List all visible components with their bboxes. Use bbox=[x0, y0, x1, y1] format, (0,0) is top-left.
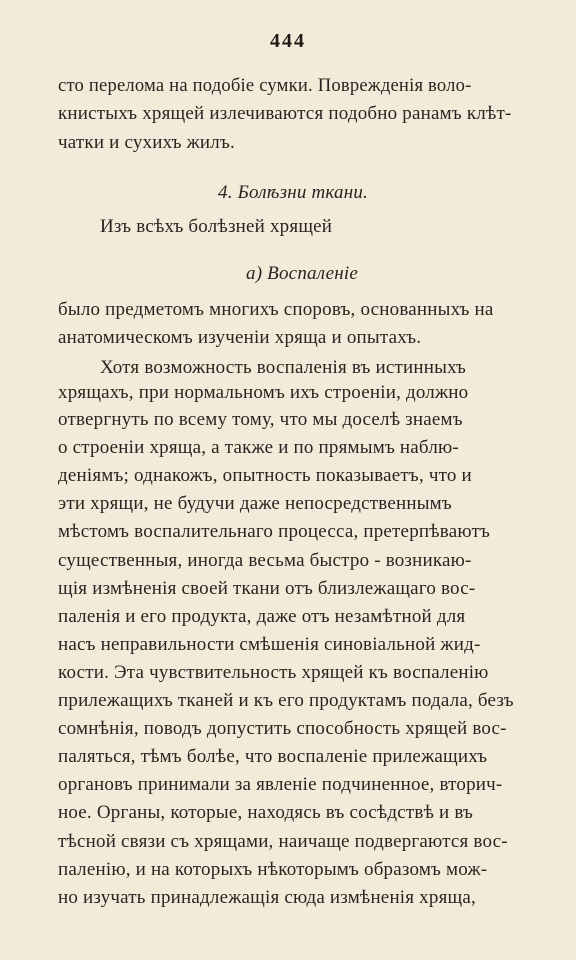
text-line: кости. Эта чувствительность хрящей къ воспаленію bbox=[58, 662, 489, 683]
subsection-heading: a) Воспаленіе bbox=[246, 263, 359, 284]
text-line: Хотя возможность воспаленія въ истинныхъ bbox=[100, 357, 467, 378]
text-line: но изучать принадлежащія сюда измѣненія хряща, bbox=[58, 887, 476, 908]
text-line: ное. Органы, которые, находясь въ сосѣдствѣ и въ bbox=[58, 802, 474, 823]
text-line: деніямъ; однакожъ, опытность показываетъ, что и bbox=[58, 465, 472, 486]
text-line: щія измѣненія своей ткани отъ близлежащаго вос- bbox=[58, 578, 476, 599]
page-number: 444 bbox=[270, 30, 306, 52]
text-line: отвергнуть по всему тому, что мы доселѣ знаемъ bbox=[58, 409, 463, 430]
text-line: органовъ принимали за явленіе подчиненное, вторич- bbox=[58, 774, 503, 795]
text-line: сто перелома на подобіе сумки. Поврежденія воло- bbox=[58, 75, 472, 96]
text-line: прилежащихъ тканей и къ его продуктамъ подала, безъ bbox=[58, 690, 514, 711]
text-line: книстыхъ хрящей излечиваются подобно ранамъ клѣт- bbox=[58, 103, 512, 124]
text-line: насъ неправильности смѣшенія синовіальной жид- bbox=[58, 634, 481, 655]
text-line: паляться, тѣмъ болѣе, что воспаленіе прилежащихъ bbox=[58, 746, 488, 767]
text-line: эти хрящи, не будучи даже непосредственнымъ bbox=[58, 493, 452, 514]
text-line: хрящахъ, при нормальномъ ихъ строеніи, должно bbox=[58, 382, 469, 403]
text-line: паленія и его продукта, даже отъ незамѣтной для bbox=[58, 606, 466, 627]
text-line: анатомическомъ изученіи хряща и опытахъ. bbox=[58, 327, 422, 348]
text-line: существенныя, иногда весьма быстро - возникаю- bbox=[58, 550, 472, 571]
text-line: Изъ всѣхъ болѣзней хрящей bbox=[100, 216, 333, 237]
section-heading: 4. Болѣзни ткани. bbox=[218, 182, 368, 203]
text-line: тѣсной связи съ хрящами, наичаще подвергаются вос- bbox=[58, 831, 508, 852]
text-line: чатки и сухихъ жилъ. bbox=[58, 132, 235, 153]
text-line: было предметомъ многихъ споровъ, основанныхъ на bbox=[58, 299, 494, 320]
text-line: сомнѣнія, поводъ допустить способность хрящей вос- bbox=[58, 718, 507, 739]
text-line: мѣстомъ воспалительнаго процесса, претерпѣваютъ bbox=[58, 521, 491, 542]
text-line: паленію, и на которыхъ нѣкоторымъ образомъ мож- bbox=[58, 859, 488, 880]
text-line: о строеніи хряща, а также и по прямымъ наблю- bbox=[58, 437, 459, 458]
